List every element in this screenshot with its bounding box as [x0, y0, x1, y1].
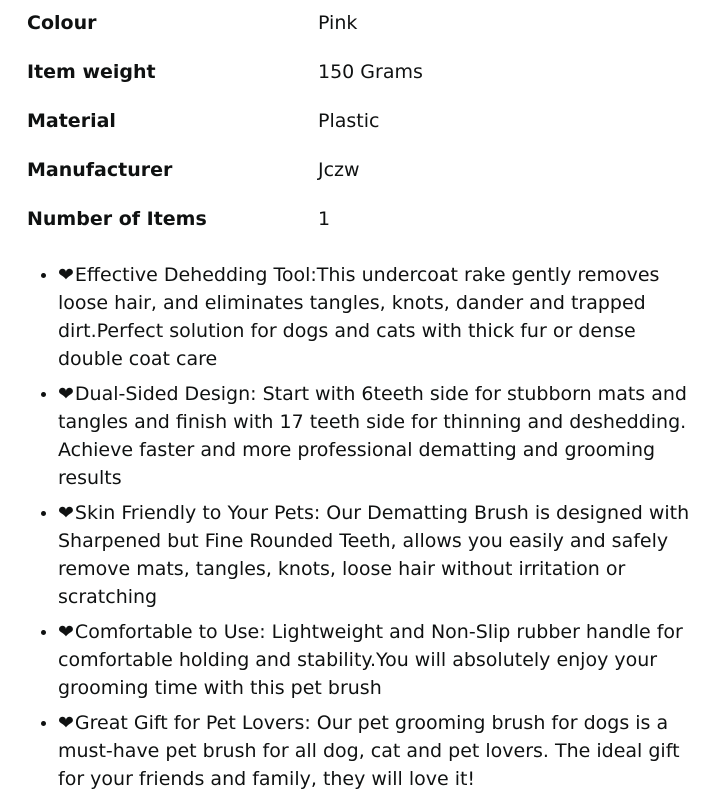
- spec-row-colour: [27, 3, 704, 52]
- spec-label: Item weight: [27, 61, 156, 83]
- spec-value: 1: [318, 208, 331, 230]
- feature-bullet: [58, 261, 704, 373]
- spec-label: Number of Items: [27, 208, 207, 230]
- feature-bullet-list: [27, 261, 704, 793]
- heart-icon: ❤: [58, 264, 74, 286]
- spec-value: Jczw: [318, 159, 360, 181]
- feature-bullet: [58, 380, 704, 492]
- spec-label: Material: [27, 110, 116, 132]
- feature-bullet-text: Dual-Sided Design: Start with 6teeth side for stubborn mats and tangles and finish with 17 teeth side for thinning and deshedding. Achieve faster and more professional dematting and grooming results: [58, 383, 687, 489]
- feature-bullet-text: Effective Dehedding Tool:This undercoat rake gently removes loose hair, and eliminates tangles, knots, dander and trapped dirt.Perfect solution for dogs and cats with thick fur or dense double coat care: [58, 264, 660, 370]
- spec-row-item-weight: [27, 52, 704, 101]
- heart-icon: ❤: [58, 621, 74, 643]
- feature-bullet-text: Great Gift for Pet Lovers: Our pet grooming brush for dogs is a must-have pet brush for all dog, cat and pet lovers. The ideal gift for your friends and family, they will love it!: [58, 712, 680, 790]
- feature-bullet: [58, 709, 704, 793]
- spec-row-manufacturer: [27, 150, 704, 199]
- feature-bullet: [58, 618, 704, 702]
- spec-row-material: [27, 101, 704, 150]
- feature-bullet-text: Skin Friendly to Your Pets: Our Dematting Brush is designed with Sharpened but Fine Rounded Teeth, allows you easily and safely remove mats, tangles, knots, loose hair without irritation or scratching: [58, 502, 690, 608]
- spec-value: Plastic: [318, 110, 380, 132]
- spec-value: 150 Grams: [318, 61, 423, 83]
- spec-label: Colour: [27, 12, 97, 34]
- heart-icon: ❤: [58, 502, 74, 524]
- product-spec-table: [27, 3, 704, 248]
- spec-value: Pink: [318, 12, 358, 34]
- spec-label: Manufacturer: [27, 159, 173, 181]
- heart-icon: ❤: [58, 712, 74, 734]
- feature-bullet-text: Comfortable to Use: Lightweight and Non-Slip rubber handle for comfortable holding and stability.You will absolutely enjoy your grooming time with this pet brush: [58, 621, 683, 699]
- heart-icon: ❤: [58, 383, 74, 405]
- spec-row-number-of-items: [27, 199, 704, 248]
- feature-bullet: [58, 499, 704, 611]
- product-details-page: [0, 3, 720, 812]
